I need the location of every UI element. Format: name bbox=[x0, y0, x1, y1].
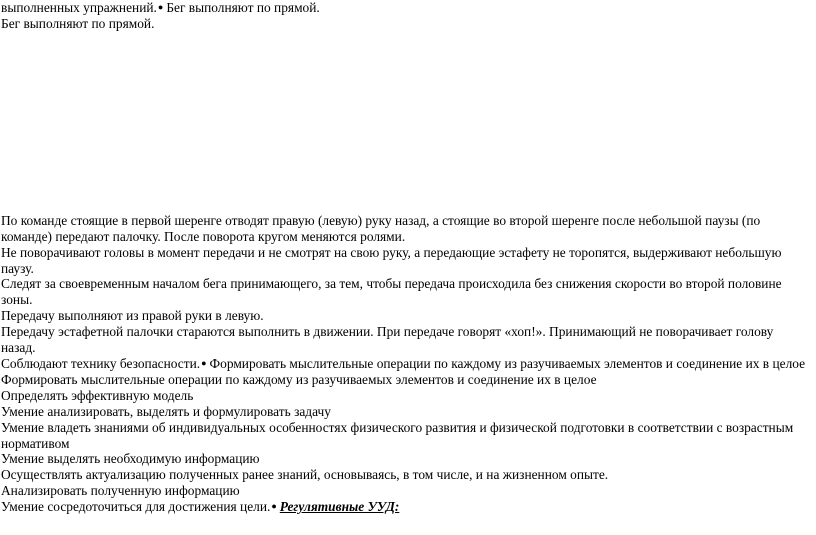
blank-space bbox=[1, 32, 813, 213]
text-fragment: Бег выполняют по прямой. bbox=[166, 0, 320, 15]
text-fragment: Формировать мыслительные операции по каждому из разучиваемых элементов и соединение их в целое bbox=[209, 355, 806, 371]
bullet-icon: ● bbox=[201, 357, 207, 368]
paragraph bbox=[1, 356, 809, 372]
paragraph: По команде стоящие в первой шеренге отводят правую (левую) руку назад, а стоящие во второй шеренге после небольшой паузы (по команде) передают палочку. После поворота кругом меняются ролями. bbox=[1, 212, 761, 244]
list-item: Формировать мыслительные операции по каждому из разучиваемых элементов и соединение их в целое bbox=[1, 371, 597, 387]
bullet-icon: ● bbox=[271, 501, 277, 512]
text-fragment: выполненных упражнений. bbox=[1, 0, 157, 15]
paragraph: Следят за своевременным началом бега принимающего, за тем, чтобы передача происходила без снижения скорости во второй половине зоны. bbox=[1, 276, 782, 308]
paragraph bbox=[1, 499, 809, 515]
paragraph: Не поворачивают головы в момент передачи и не смотрят на свою руку, а передающие эстафету не торопятся, выдерживают небольшую паузу. bbox=[1, 244, 782, 276]
text-line bbox=[1, 0, 813, 16]
list-item: Осуществлять актуализацию полученных ранее знаний, основываясь, в том числе, и на жизненном опыте. bbox=[1, 467, 609, 483]
list-item: Анализировать полученную информацию bbox=[1, 483, 240, 499]
paragraph: Передачу эстафетной палочки стараются выполнить в движении. При передаче говорят «хоп!». Принимающий не поворачивает голову назад. bbox=[1, 324, 774, 356]
list-item: Определять эффективную модель bbox=[1, 387, 194, 403]
text-fragment: Умение сосредоточиться для достижения цели. bbox=[1, 499, 271, 515]
text-line bbox=[1, 16, 813, 32]
section-heading: Регулятивные УУД: bbox=[279, 499, 400, 515]
paragraph: Передачу выполняют из правой руки в левую. bbox=[1, 308, 264, 324]
list-item: Умение владеть знаниями об индивидуальных особенностях физического развития и физической подготовки в соответствии с возрастным нормативом bbox=[1, 419, 794, 451]
list-item: Умение выделять необходимую информацию bbox=[1, 451, 260, 467]
text-fragment: Бег выполняют по прямой. bbox=[1, 15, 155, 31]
bullet-icon: ● bbox=[157, 2, 164, 12]
list-item: Умение анализировать, выделять и формулировать задачу bbox=[1, 403, 331, 419]
text-fragment: Соблюдают технику безопасности. bbox=[1, 355, 201, 371]
